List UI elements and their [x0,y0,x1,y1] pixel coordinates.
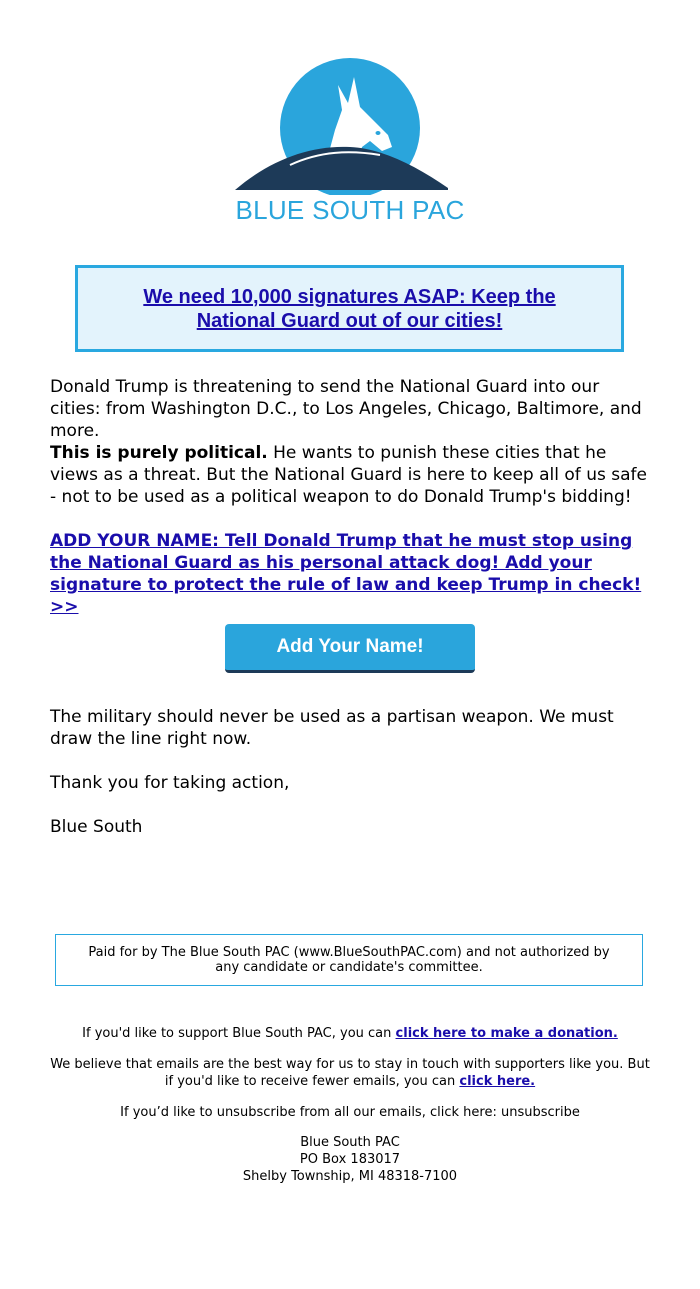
political-bold-lead: This is purely political. [50,443,268,463]
political-paragraph-rest: He wants to punish these cities that he views as a threat. But the National Guard is here to keep all of us safe - not to be used as a political weapon to do Donald Trump's bidding! [50,443,647,507]
unsubscribe-line [50,1104,650,1121]
disclaimer-text: Paid for by The Blue South PAC (www.BlueSouthPAC.com) and not authorized by any candidate or candidate's committee. [88,945,610,975]
add-your-name-button[interactable]: Add Your Name! [225,624,475,673]
fewer-emails-link[interactable]: click here. [459,1074,536,1089]
fewer-emails-text: We believe that emails are the best way for us to stay in touch with supporters like you. But if you'd like to receive fewer emails, you can [50,1057,650,1089]
military-paragraph: The military should never be used as a partisan weapon. We must draw the line right now. [50,707,614,749]
address-city: Shelby Township, MI 48318-7100 [242,1169,458,1184]
political-paragraph [50,442,650,508]
fewer-emails-line [50,1056,650,1090]
address-block [50,1134,650,1185]
donate-text: If you'd like to support Blue South PAC, you can [82,1026,396,1041]
headline-banner [75,265,624,352]
paid-for-disclaimer [55,934,643,986]
donkey-mountain-icon [230,55,470,195]
signature: Blue South [50,817,143,837]
address-name: Blue South PAC [300,1135,400,1150]
unsubscribe-text: If you’d like to unsubscribe from all our emails, click here: [120,1105,501,1120]
donate-line [50,1025,650,1042]
unsubscribe-link[interactable]: unsubscribe [500,1105,580,1120]
thank-you-text: Thank you for taking action, [50,773,290,793]
headline-link[interactable]: We need 10,000 signatures ASAP: Keep the National Guard out of our cities! [143,285,556,332]
address-po: PO Box 183017 [299,1152,401,1167]
intro-paragraph: Donald Trump is threatening to send the National Guard into our cities: from Washington D.C., to Los Angeles, Chicago, Baltimore, and more. [50,377,642,441]
logo-text: BLUE SOUTH PAC [235,195,465,225]
add-your-name-link[interactable]: ADD YOUR NAME: Tell Donald Trump that he must stop using the National Guard as his personal attack dog! Add your signature to protect the rule of law and keep Trump in check! >> [50,531,642,617]
donate-link[interactable]: click here to make a donation. [395,1026,618,1041]
blue-south-logo [230,55,470,230]
